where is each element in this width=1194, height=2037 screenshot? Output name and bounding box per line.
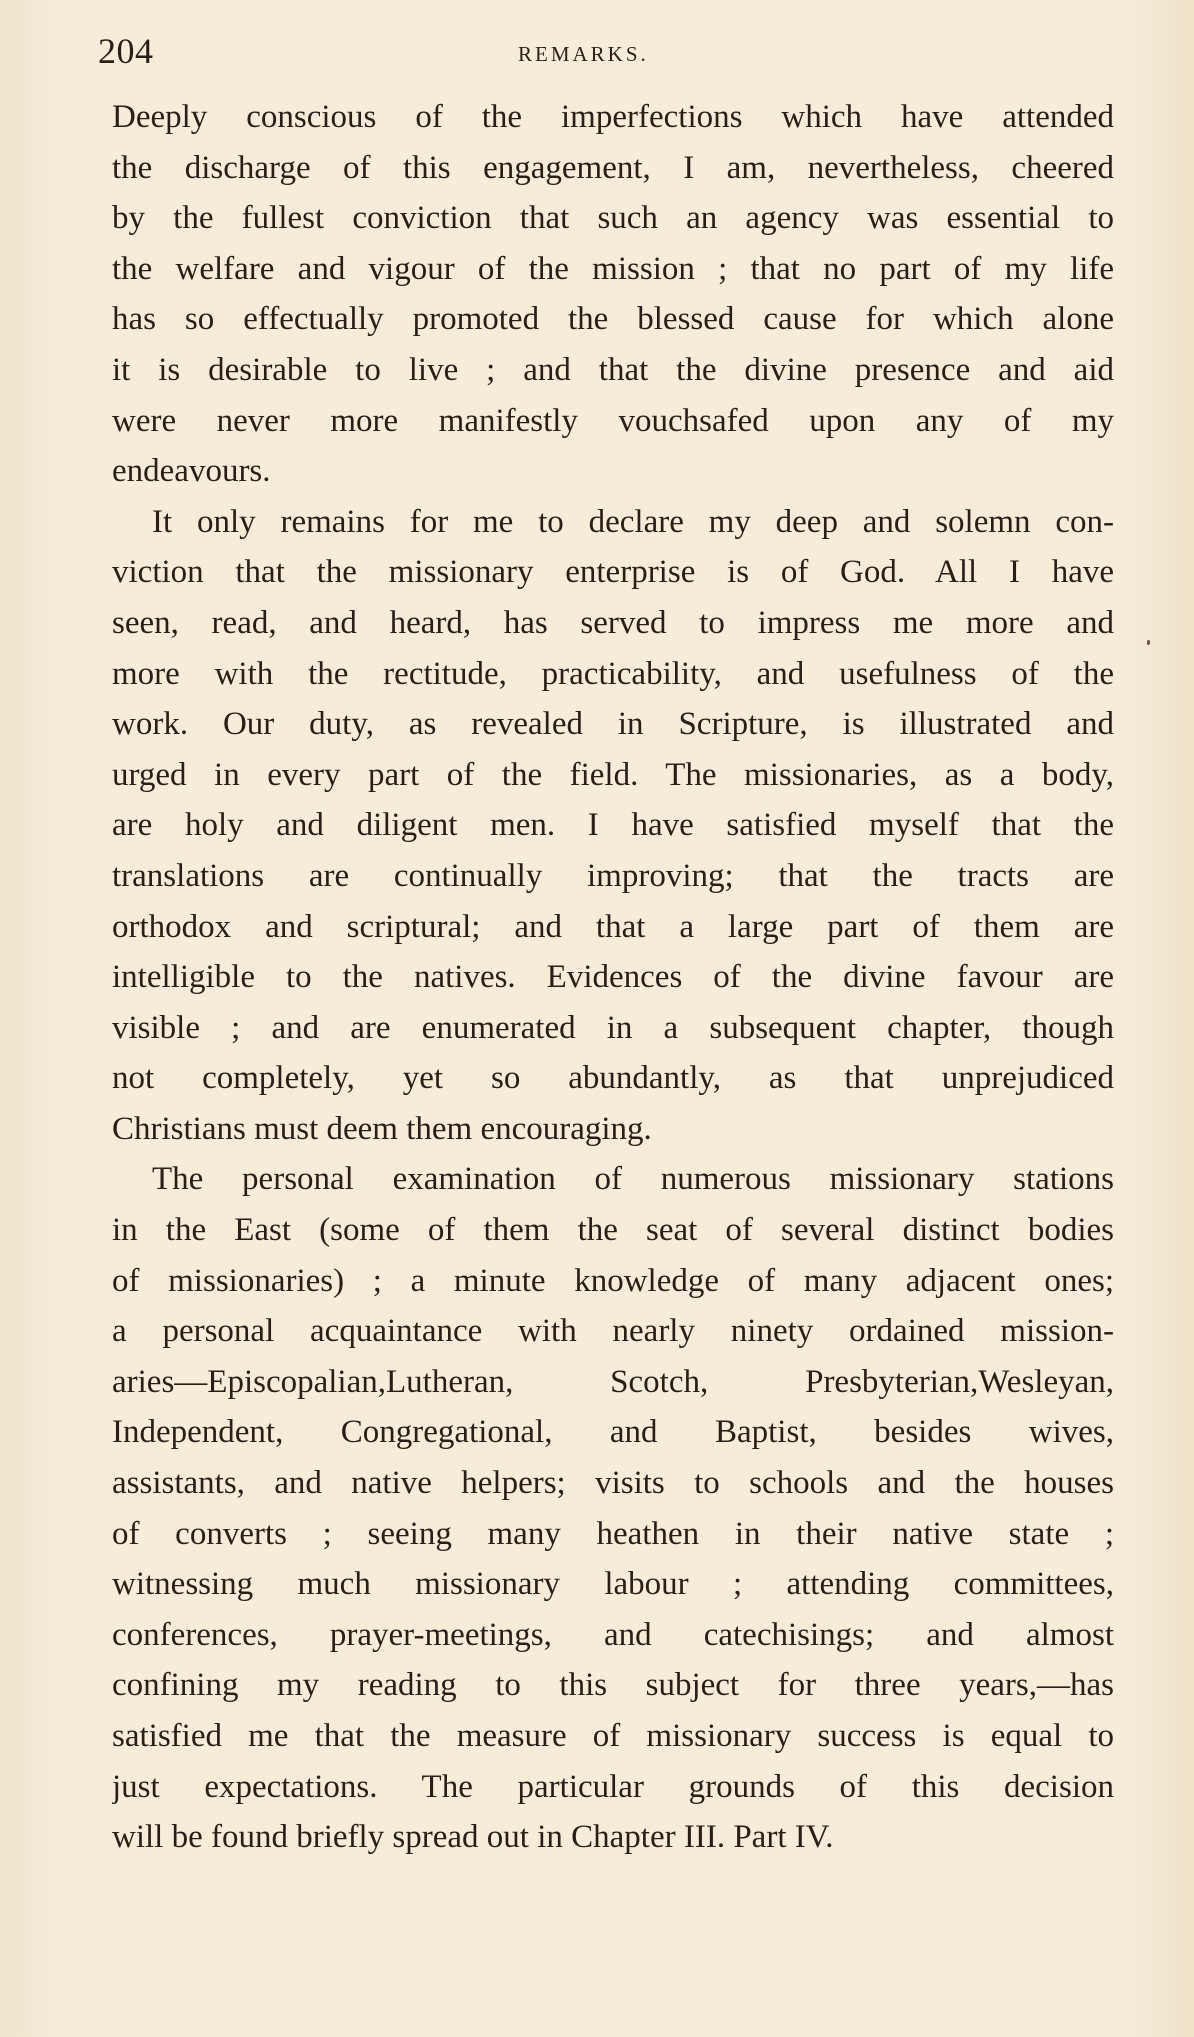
text-line: It only remains for me to declare my deep and solemn con- [152, 503, 1114, 540]
text-line: the welfare and vigour of the mission ; that no part of my life [112, 250, 1114, 287]
text-line: The personal examination of numerous missionary stations [152, 1161, 1114, 1198]
text-line: by the fullest conviction that such an agency was essential to [112, 200, 1114, 237]
page-header [98, 30, 1098, 80]
page-number: 204 [98, 31, 154, 71]
text-line: intelligible to the natives. Evidences of the divine favour are [112, 959, 1114, 996]
text-line: were never more manifestly vouchsafed upon any of my [112, 402, 1114, 439]
running-head: REMARKS. [518, 42, 649, 66]
text-line: of converts ; seeing many heathen in their native state ; [112, 1515, 1114, 1552]
text-line: in the East (some of them the seat of several distinct bodies [112, 1212, 1114, 1249]
text-line: it is desirable to live ; and that the divine presence and aid [112, 351, 1114, 388]
text-line: seen, read, and heard, has served to impress me more and [112, 604, 1114, 641]
text-line: work. Our duty, as revealed in Scripture, is illustrated and [112, 706, 1114, 743]
text-line: viction that the missionary enterprise is of God. All I have [112, 554, 1114, 591]
text-line: Deeply conscious of the imperfections which have attended [112, 99, 1114, 135]
text-line: confining my reading to this subject for three years,—has [112, 1667, 1114, 1704]
text-line: Independent, Congregational, and Baptist, besides wives, [112, 1414, 1114, 1451]
text-line: the discharge of this engagement, I am, nevertheless, cheered [112, 149, 1114, 186]
body-text [112, 92, 1114, 1863]
text-line: translations are continually improving; that the tracts are [112, 857, 1114, 894]
text-line: not completely, yet so abundantly, as that unprejudiced [112, 1060, 1114, 1097]
text-line: of missionaries) ; a minute knowledge of many adjacent ones; [112, 1262, 1114, 1299]
text-line: more with the rectitude, practicability, and usefulness of the [112, 655, 1114, 692]
text-line: visible ; and are enumerated in a subsequent chapter, though [112, 1009, 1114, 1046]
text-line: orthodox and scriptural; and that a large part of them are [112, 908, 1114, 945]
text-line: a personal acquaintance with nearly ninety ordained mission- [112, 1313, 1114, 1350]
text-line: Christians must deem them encouraging. [112, 1110, 652, 1147]
text-line: satisfied me that the measure of missionary success is equal to [112, 1718, 1114, 1754]
text-line: just expectations. The particular grounds of this decision [112, 1768, 1114, 1805]
text-line: urged in every part of the field. The missionaries, as a body, [112, 756, 1114, 793]
paper-speck [1147, 640, 1150, 645]
text-line: aries—Episcopalian,Lutheran, Scotch, Presbyterian,Wesleyan, [112, 1363, 1114, 1400]
text-line: endeavours. [112, 453, 271, 490]
text-line: assistants, and native helpers; visits to schools and the houses [112, 1465, 1114, 1502]
text-line: witnessing much missionary labour ; attending committees, [112, 1566, 1114, 1603]
text-line: are holy and diligent men. I have satisfied myself that the [112, 807, 1114, 844]
text-line: conferences, prayer-meetings, and catechisings; and almost [112, 1616, 1114, 1653]
text-line: has so effectually promoted the blessed cause for which alone [112, 301, 1114, 338]
text-line: will be found briefly spread out in Chapter III. Part IV. [112, 1819, 834, 1856]
